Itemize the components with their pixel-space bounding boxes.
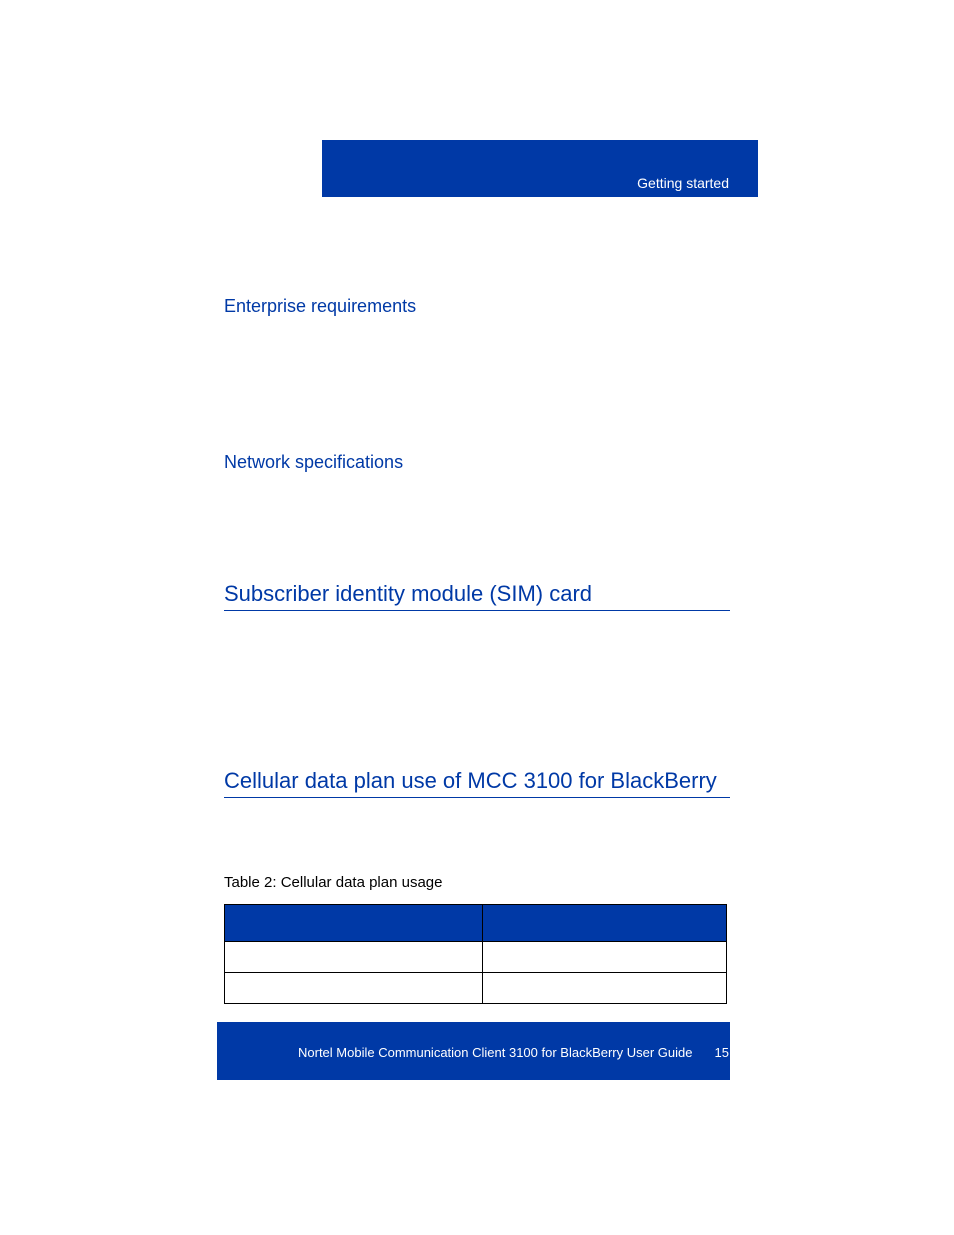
page-number: 15 <box>714 1045 729 1060</box>
section-title: Getting started <box>637 175 729 191</box>
table-row <box>225 973 727 1004</box>
heading-enterprise-requirements: Enterprise requirements <box>224 296 417 316</box>
table-row <box>225 942 727 973</box>
table-cell <box>483 942 727 973</box>
document-title: Nortel Mobile Communication Client 3100 for BlackBerry User Guide <box>298 1045 693 1060</box>
table-caption: Table 2: Cellular data plan usage <box>224 874 443 891</box>
table-header-cell <box>483 905 727 942</box>
table-cell <box>225 942 483 973</box>
table-header-cell <box>225 905 483 942</box>
heading-network-specifications: Network specifications <box>224 452 404 472</box>
header-band <box>322 140 758 197</box>
cellular-data-plan-table <box>224 904 727 1004</box>
table-cell <box>225 973 483 1004</box>
table-cell <box>483 973 727 1004</box>
heading-cellular-data-plan: Cellular data plan use of MCC 3100 for BlackBerry <box>224 768 730 798</box>
heading-sim-card: Subscriber identity module (SIM) card <box>224 581 730 611</box>
footer-band <box>217 1022 730 1080</box>
table-header-row <box>225 905 727 942</box>
